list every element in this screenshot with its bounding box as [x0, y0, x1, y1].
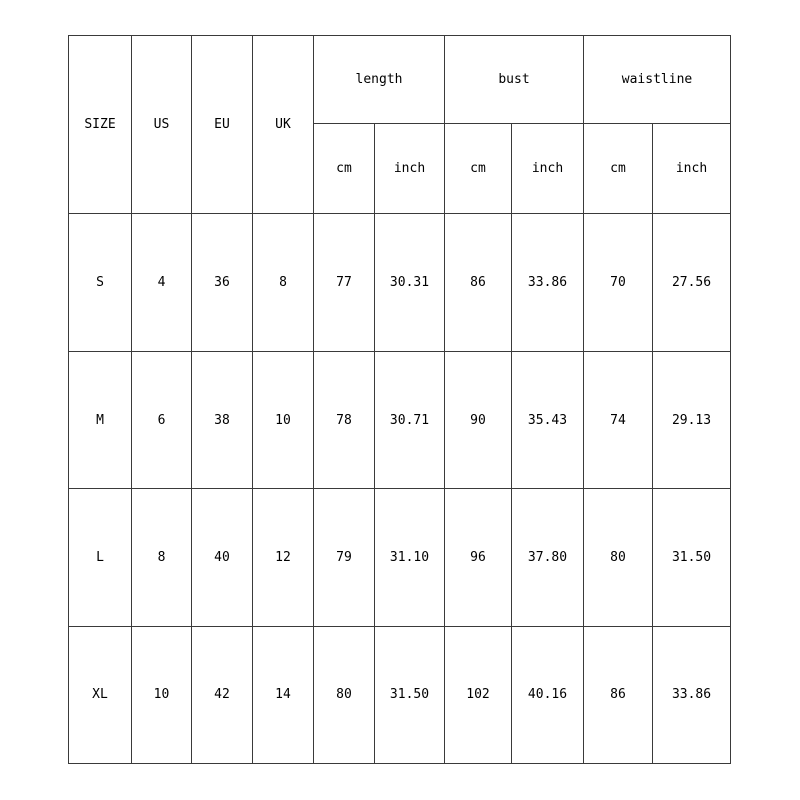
cell-waist-cm: 86: [584, 626, 653, 763]
cell-waist-cm: 70: [584, 214, 653, 351]
cell-length-cm: 79: [314, 489, 375, 626]
header-bust: bust: [445, 36, 584, 124]
cell-bust-cm: 96: [445, 489, 512, 626]
header-length: length: [314, 36, 445, 124]
cell-bust-inch: 33.86: [512, 214, 584, 351]
cell-eu: 40: [192, 489, 253, 626]
header-uk: UK: [253, 36, 314, 214]
cell-length-cm: 77: [314, 214, 375, 351]
table-row: [69, 626, 731, 763]
table-row: [69, 489, 731, 626]
cell-bust-inch: 37.80: [512, 489, 584, 626]
cell-waist-inch: 29.13: [653, 351, 731, 488]
cell-uk: 12: [253, 489, 314, 626]
header-bust-cm: cm: [445, 124, 512, 214]
header-us: US: [132, 36, 192, 214]
cell-uk: 14: [253, 626, 314, 763]
cell-length-cm: 80: [314, 626, 375, 763]
cell-bust-cm: 86: [445, 214, 512, 351]
header-length-cm: cm: [314, 124, 375, 214]
cell-size: XL: [69, 626, 132, 763]
header-waist-inch: inch: [653, 124, 731, 214]
cell-bust-cm: 102: [445, 626, 512, 763]
cell-size: L: [69, 489, 132, 626]
cell-length-inch: 30.71: [375, 351, 445, 488]
cell-size: M: [69, 351, 132, 488]
cell-waist-inch: 33.86: [653, 626, 731, 763]
cell-length-inch: 30.31: [375, 214, 445, 351]
cell-waist-inch: 31.50: [653, 489, 731, 626]
header-waistline: waistline: [584, 36, 731, 124]
table-row: [69, 214, 731, 351]
cell-bust-cm: 90: [445, 351, 512, 488]
cell-uk: 8: [253, 214, 314, 351]
cell-bust-inch: 40.16: [512, 626, 584, 763]
cell-length-inch: 31.10: [375, 489, 445, 626]
header-size: SIZE: [69, 36, 132, 214]
cell-size: S: [69, 214, 132, 351]
cell-us: 8: [132, 489, 192, 626]
cell-uk: 10: [253, 351, 314, 488]
cell-us: 10: [132, 626, 192, 763]
cell-bust-inch: 35.43: [512, 351, 584, 488]
cell-eu: 42: [192, 626, 253, 763]
header-eu: EU: [192, 36, 253, 214]
header-bust-inch: inch: [512, 124, 584, 214]
cell-eu: 38: [192, 351, 253, 488]
header-row-groups: [69, 36, 731, 124]
cell-eu: 36: [192, 214, 253, 351]
cell-length-cm: 78: [314, 351, 375, 488]
cell-length-inch: 31.50: [375, 626, 445, 763]
cell-waist-cm: 80: [584, 489, 653, 626]
table-row: [69, 351, 731, 488]
header-length-inch: inch: [375, 124, 445, 214]
size-chart-table: [68, 35, 731, 764]
cell-waist-inch: 27.56: [653, 214, 731, 351]
cell-us: 6: [132, 351, 192, 488]
cell-us: 4: [132, 214, 192, 351]
cell-waist-cm: 74: [584, 351, 653, 488]
header-waist-cm: cm: [584, 124, 653, 214]
